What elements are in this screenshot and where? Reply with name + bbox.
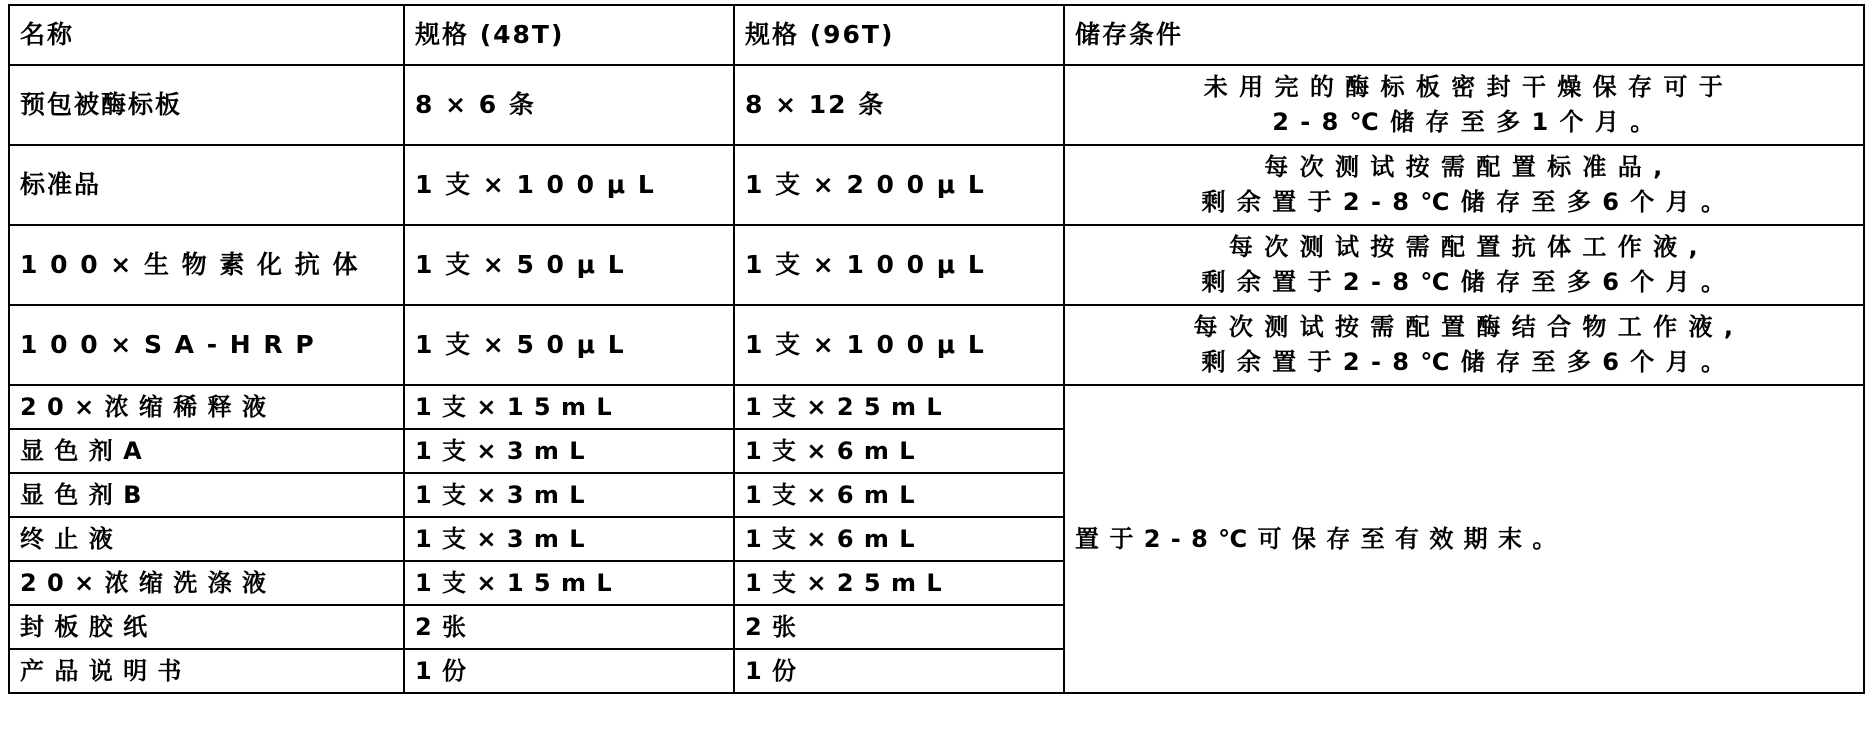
header-cell-spec-96t: 规格 (96T)	[734, 5, 1064, 65]
cell-spec-96t: 1 份	[734, 649, 1064, 693]
cell-spec-48t: 1 支 × 5 0 μ L	[404, 225, 734, 305]
cell-component-name: 标准品	[9, 145, 404, 225]
cell-storage-condition	[1064, 145, 1864, 225]
cell-spec-96t: 1 支 × 6 m L	[734, 473, 1064, 517]
cell-spec-48t: 1 支 × 3 m L	[404, 429, 734, 473]
cell-spec-48t: 1 支 × 3 m L	[404, 473, 734, 517]
cell-component-name: 显 色 剂 B	[9, 473, 404, 517]
table-header-row	[9, 5, 1864, 65]
cell-component-name: 1 0 0 × S A - H R P	[9, 305, 404, 385]
storage-line-1: 每 次 测 试 按 需 配 置 标 准 品 ,	[1264, 153, 1664, 182]
storage-line-1: 每 次 测 试 按 需 配 置 抗 体 工 作 液 ,	[1228, 233, 1700, 262]
storage-line-2: 剩 余 置 于 2 - 8 ℃ 储 存 至 多 6 个 月 。	[1201, 268, 1727, 296]
cell-spec-48t: 1 支 × 1 5 m L	[404, 385, 734, 429]
cell-spec-96t: 1 支 × 2 5 m L	[734, 385, 1064, 429]
table-row	[9, 225, 1864, 305]
cell-component-name: 封 板 胶 纸	[9, 605, 404, 649]
cell-spec-96t: 1 支 × 6 m L	[734, 429, 1064, 473]
cell-component-name: 终 止 液	[9, 517, 404, 561]
table-row	[9, 145, 1864, 225]
header-cell-storage: 储存条件	[1064, 5, 1864, 65]
cell-component-name: 预包被酶标板	[9, 65, 404, 145]
storage-line-1: 每 次 测 试 按 需 配 置 酶 结 合 物 工 作 液 ,	[1193, 313, 1735, 342]
cell-component-name: 1 0 0 × 生 物 素 化 抗 体	[9, 225, 404, 305]
cell-spec-96t: 2 张	[734, 605, 1064, 649]
cell-storage-condition	[1064, 225, 1864, 305]
cell-spec-48t: 1 份	[404, 649, 734, 693]
header-cell-name: 名称	[9, 5, 404, 65]
table-header	[9, 5, 1864, 65]
table-row	[9, 385, 1864, 429]
storage-line-1: 未 用 完 的 酶 标 板 密 封 干 燥 保 存 可 于	[1203, 73, 1725, 102]
cell-spec-96t: 1 支 × 1 0 0 μ L	[734, 305, 1064, 385]
cell-component-name: 显 色 剂 A	[9, 429, 404, 473]
table-row	[9, 305, 1864, 385]
cell-component-name: 产 品 说 明 书	[9, 649, 404, 693]
cell-storage-condition-merged: 置 于 2 - 8 ℃ 可 保 存 至 有 效 期 末 。	[1064, 385, 1864, 693]
header-cell-spec-48t: 规格 (48T)	[404, 5, 734, 65]
cell-spec-96t: 1 支 × 6 m L	[734, 517, 1064, 561]
storage-line-2: 剩 余 置 于 2 - 8 ℃ 储 存 至 多 6 个 月 。	[1201, 348, 1727, 376]
table-row	[9, 65, 1864, 145]
cell-spec-96t: 8 × 12 条	[734, 65, 1064, 145]
cell-spec-48t: 1 支 × 3 m L	[404, 517, 734, 561]
cell-component-name: 2 0 × 浓 缩 稀 释 液	[9, 385, 404, 429]
cell-spec-48t: 8 × 6 条	[404, 65, 734, 145]
cell-spec-96t: 1 支 × 2 5 m L	[734, 561, 1064, 605]
cell-storage-condition	[1064, 305, 1864, 385]
cell-spec-48t: 1 支 × 5 0 μ L	[404, 305, 734, 385]
document-page	[0, 4, 1875, 751]
storage-line-2: 2 - 8 ℃ 储 存 至 多 1 个 月 。	[1272, 108, 1656, 136]
storage-line-2: 剩 余 置 于 2 - 8 ℃ 储 存 至 多 6 个 月 。	[1201, 188, 1727, 216]
cell-spec-96t: 1 支 × 1 0 0 μ L	[734, 225, 1064, 305]
cell-spec-48t: 1 支 × 1 0 0 μ L	[404, 145, 734, 225]
cell-storage-condition	[1064, 65, 1864, 145]
cell-spec-48t: 1 支 × 1 5 m L	[404, 561, 734, 605]
kit-components-table	[8, 4, 1865, 694]
cell-spec-48t: 2 张	[404, 605, 734, 649]
table-body	[9, 65, 1864, 693]
cell-spec-96t: 1 支 × 2 0 0 μ L	[734, 145, 1064, 225]
cell-component-name: 2 0 × 浓 缩 洗 涤 液	[9, 561, 404, 605]
